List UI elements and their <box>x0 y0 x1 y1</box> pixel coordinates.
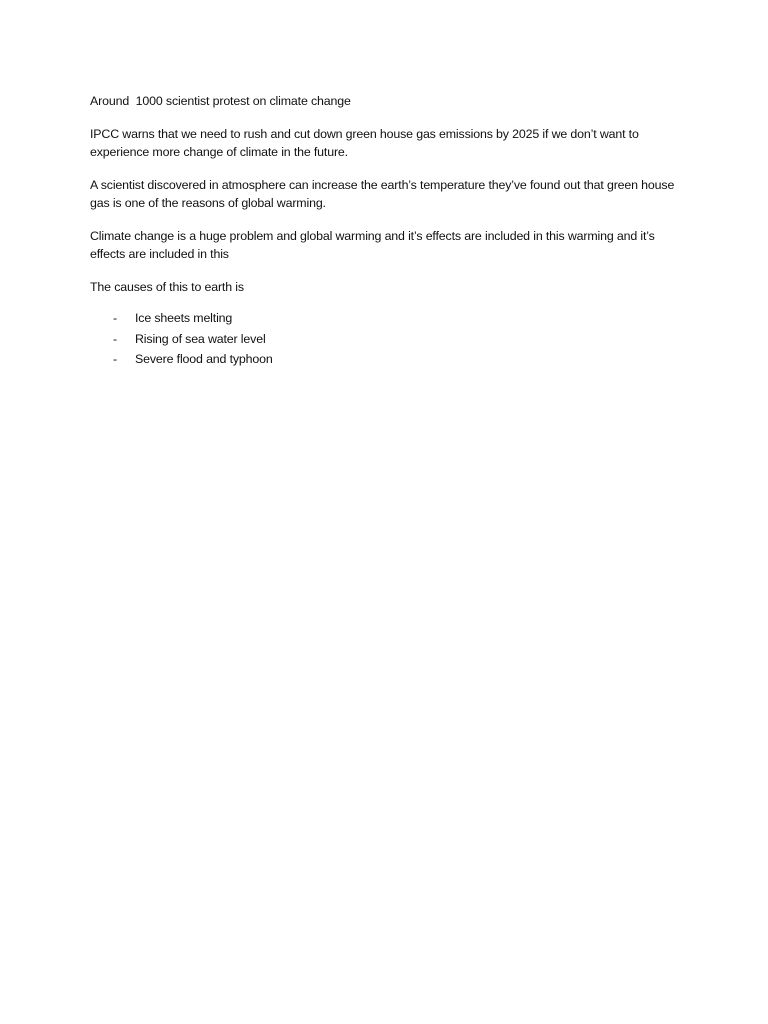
list-item-text: Ice sheets melting <box>135 311 233 325</box>
causes-list <box>90 308 680 370</box>
paragraph-climate-change-problem: Climate change is a huge problem and global warming and it’s effects are included in this warming and it’s effects are included in this <box>90 228 655 261</box>
document-body <box>90 92 680 370</box>
paragraph-scientist-discovery: A scientist discovered in atmosphere can increase the earth’s temperature they’ve found out that green house gas is one of the reasons of global warming. <box>90 177 675 210</box>
list-item <box>90 329 680 350</box>
list-bullet: - <box>113 311 117 325</box>
list-item-text: Rising of sea water level <box>135 331 266 346</box>
list-bullet: - <box>113 352 117 366</box>
paragraph-heading: Around 1000 scientist protest on climate change <box>90 94 351 108</box>
paragraph-ipcc-warning: IPCC warns that we need to rush and cut down green house gas emissions by 2025 if we don’t want to experience more change of climate in the future. <box>90 126 639 159</box>
list-item <box>90 349 680 370</box>
paragraph-causes-intro: The causes of this to earth is <box>90 279 244 294</box>
list-item-text: Severe flood and typhoon <box>135 352 273 366</box>
list-item <box>90 308 680 329</box>
list-bullet: - <box>113 331 117 346</box>
